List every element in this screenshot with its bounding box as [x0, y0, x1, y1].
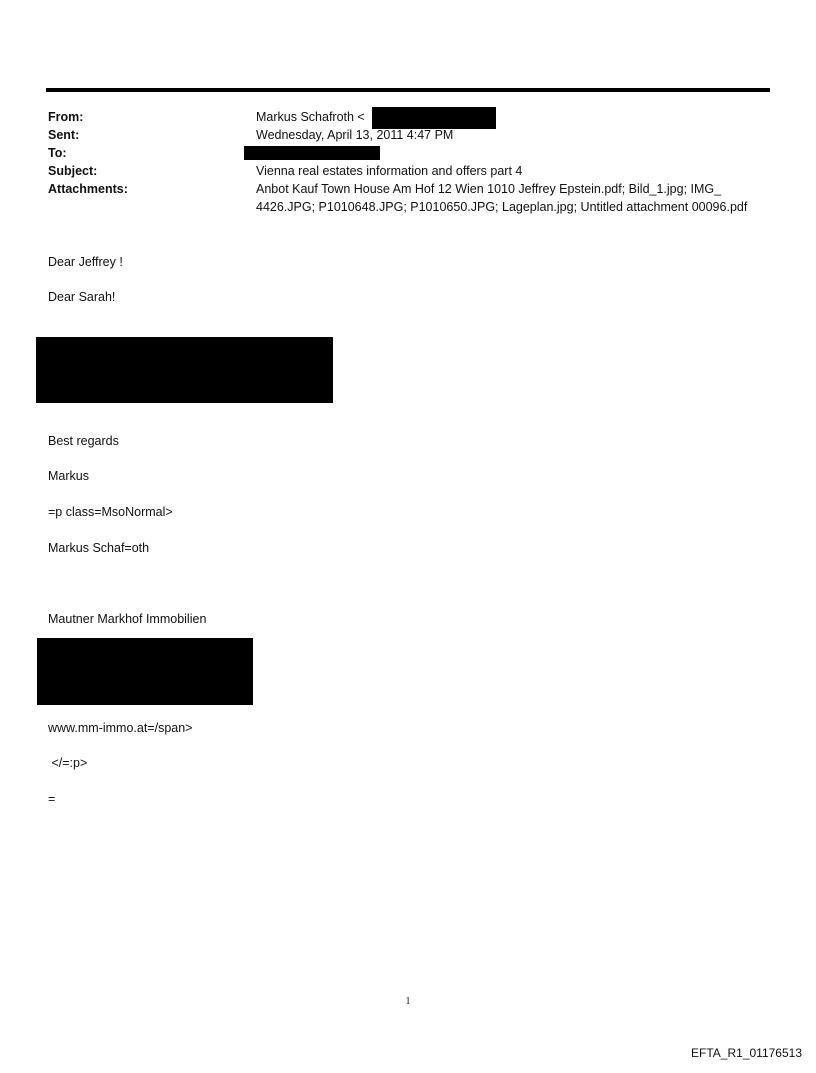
redaction-to	[244, 146, 380, 160]
sent-value: Wednesday, April 13, 2011 4:47 PM	[256, 128, 454, 142]
to-label: To:	[48, 146, 67, 160]
from-value: Markus Schafroth <	[256, 110, 365, 124]
sent-label: Sent:	[48, 128, 80, 142]
greeting-sarah: Dear Sarah!	[48, 290, 116, 304]
header-divider	[46, 88, 770, 92]
redaction-body	[36, 337, 333, 403]
subject-value: Vienna real estates information and offers part 4	[256, 164, 523, 178]
signature-name: Markus Schaf=oth	[48, 541, 150, 555]
html-artifact-text: =p class=MsoNormal>	[48, 505, 173, 519]
document-id: EFTA_R1_01176513	[691, 1046, 802, 1060]
signoff-text: Markus	[48, 469, 89, 483]
closing-text: Best regards	[48, 434, 119, 448]
attachments-label: Attachments:	[48, 182, 128, 196]
website-text: www.mm-immo.at=/span>	[48, 721, 193, 735]
attachments-value: Anbot Kauf Town House Am Hof 12 Wien 1010 Jeffrey Epstein.pdf; Bild_1.jpg; IMG_ 4426.JPG; P1010648.JPG; P1010650.JPG; Lageplan.jpg; Untitled attachment 00096.pdf	[256, 182, 748, 214]
greeting-jeffrey: Dear Jeffrey !	[48, 255, 123, 269]
page-number: 1	[405, 996, 411, 1007]
subject-label: Subject:	[48, 164, 98, 178]
html-artifact-close-p: </=:p>	[48, 756, 88, 770]
company-name: Mautner Markhof Immobilien	[48, 612, 207, 626]
redaction-contact	[37, 638, 253, 705]
html-artifact-equals: =	[48, 792, 56, 806]
from-label: From:	[48, 110, 84, 124]
